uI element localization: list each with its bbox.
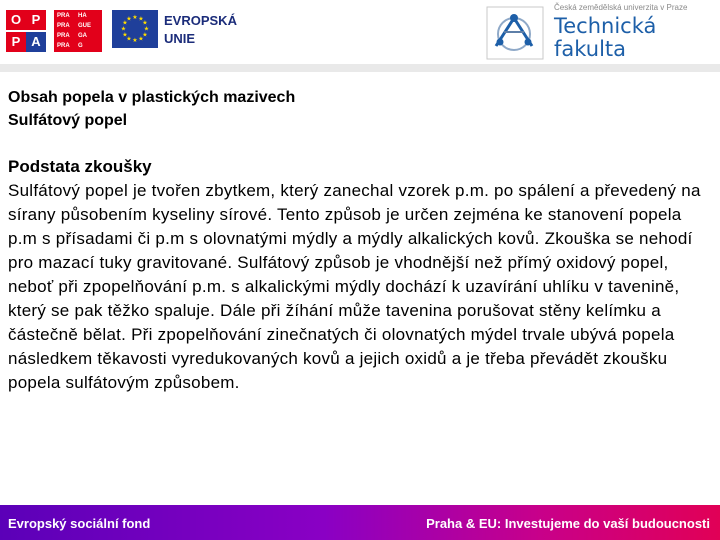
oppa-sub-block (54, 10, 102, 52)
oppa-sub-text: GUE (78, 23, 92, 29)
footer-right-text: Praha & EU: Investujeme do vaší budoucnosti (426, 516, 710, 531)
faculty-name (554, 15, 656, 61)
oppa-sub-text: HA (78, 13, 87, 19)
header-divider (0, 64, 720, 72)
oppa-letter: P (6, 32, 26, 52)
svg-text:★: ★ (126, 35, 132, 43)
header (0, 0, 720, 70)
svg-text:★: ★ (142, 19, 148, 27)
oppa-sub-text: G (78, 43, 83, 49)
oppa-letter: P (26, 10, 46, 30)
slide-title: Obsah popela v plastických mazivech (8, 89, 296, 106)
svg-text:★: ★ (122, 31, 128, 39)
body-paragraph: Sulfátový popel je tvořen zbytkem, který zanechal vzorek p.m. po spálení a převedený na sírany působením kyseliny sírové. Tento způsob je určen zejména ke stanovení popela p.m s přísadami či p.m s olovnatými mýdly a mýdly alkalických kovů. Zkouška se nehodí pro mazací tuky gravitované. Sulfátový způsob je vhodnější než přímý oxidový popel, neboť při zpopelňování p.m. s alkalickými mýdly dochází k uzavírání uhlíku v tavenině, který se pak těžko spaluje. Dále při žíhání může tavenina porušovat stěny kelímku a částečně bělat. Při zpopelňování zinečnatých či olovnatých mýdel trvale ubývá popela následkem těkavosti vyredukovaných kovů a jejich oxidů a je třeba převádět zkoušku popela sulfátovým způsobem. (8, 181, 701, 392)
faculty-emblem-icon (486, 6, 544, 60)
svg-text:★: ★ (142, 31, 148, 39)
svg-text:★: ★ (122, 19, 128, 27)
oppa-logo (6, 10, 106, 54)
svg-text:★: ★ (143, 25, 150, 33)
slide-content (8, 86, 713, 395)
faculty-line2: fakulta (554, 37, 627, 61)
svg-text:★: ★ (120, 25, 127, 33)
svg-text:★: ★ (138, 35, 144, 43)
eu-logo-text (164, 12, 254, 48)
svg-text:★: ★ (132, 37, 138, 44)
eu-line1: EVROPSKÁ (164, 13, 237, 28)
oppa-sub-text: PRA (57, 33, 70, 39)
footer-left-text: Evropský sociální fond (8, 516, 151, 531)
eu-line2: UNIE (164, 31, 196, 46)
svg-text:★: ★ (138, 15, 144, 23)
university-name: Česká zemědělská univerzita v Praze (554, 3, 688, 12)
oppa-letter: A (26, 32, 46, 52)
footer-bar (0, 505, 720, 540)
oppa-sub-text: GA (78, 33, 87, 39)
eu-flag-icon (112, 10, 158, 48)
oppa-letter: O (6, 10, 26, 30)
svg-text:★: ★ (132, 14, 138, 21)
slide-subtitle: Sulfátový popel (8, 112, 128, 129)
oppa-sub-text: PRA (57, 43, 70, 49)
section-heading: Podstata zkoušky (8, 157, 152, 176)
oppa-sub-text: PRA (57, 13, 70, 19)
oppa-sub-text: PRA (57, 23, 70, 29)
faculty-line1: Technická (554, 14, 657, 38)
svg-text:★: ★ (126, 15, 132, 23)
